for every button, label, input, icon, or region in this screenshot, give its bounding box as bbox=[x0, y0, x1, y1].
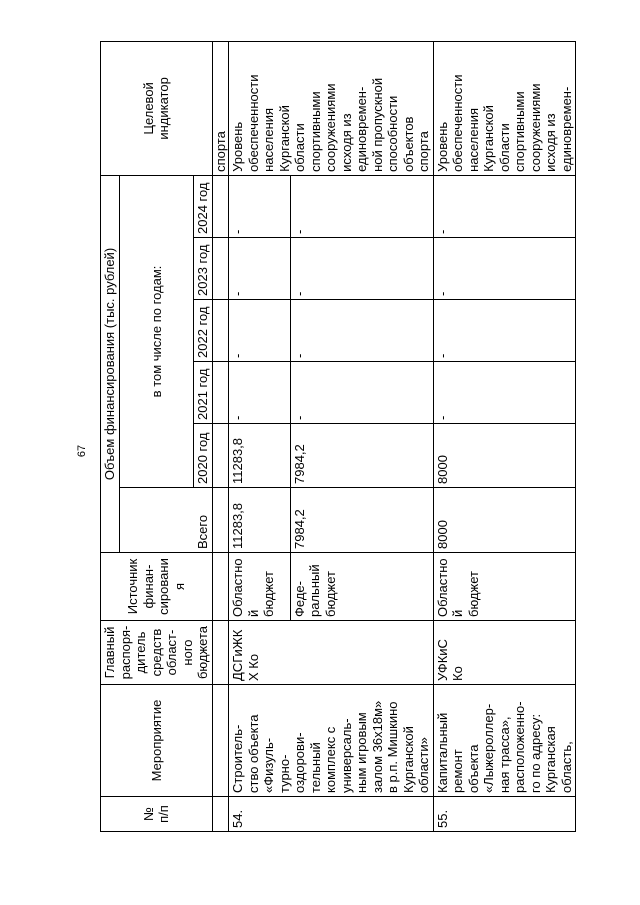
row-55-2020-1: 8000 bbox=[433, 424, 576, 488]
header-total: Всего bbox=[119, 488, 212, 553]
column-spacer-row bbox=[212, 41, 229, 831]
header-row-1 bbox=[101, 41, 120, 831]
funding-table bbox=[100, 41, 576, 832]
row-54-2022-2: - bbox=[290, 300, 433, 362]
prev-indicator-tail: спорта bbox=[212, 41, 229, 175]
row-55-2022-1: - bbox=[433, 300, 576, 362]
row-55-2024-1: - bbox=[433, 175, 576, 237]
row-54-2022-1: - bbox=[229, 300, 291, 362]
row-54-total-1: 11283,8 bbox=[229, 488, 291, 553]
row-55-2021-1: - bbox=[433, 362, 576, 424]
row-54-2023-1: - bbox=[229, 238, 291, 300]
row-54-event: Строитель- ство объекта «Физуль- турно- оздорови- тельный комплекс с универсаль- ным игровым залом 36х18м» в р.п. Мишкино Курганской области» bbox=[229, 685, 434, 797]
header-year-2021: 2021 год bbox=[194, 362, 213, 424]
header-year-2023: 2023 год bbox=[194, 238, 213, 300]
row-54-2020-2: 7984,2 bbox=[290, 424, 433, 488]
row-54-2024-1: - bbox=[229, 175, 291, 237]
row-55-manager: УФКиС Ко bbox=[433, 621, 576, 685]
row-54-num: 54. bbox=[229, 797, 434, 832]
row-55-event: Капитальный ремонт объекта «Лыжероллер- ная трасса», расположенно- го по адресу: Курганская область, bbox=[433, 685, 576, 797]
row-54-2020-1: 11283,8 bbox=[229, 424, 291, 488]
header-indicator: Целевой индикатор bbox=[101, 41, 213, 175]
row-55-source-1: Областной бюджет bbox=[433, 553, 576, 621]
row-55-indicator: Уровень обеспеченности населения Курганской области спортивными сооружениями исходя из единовремен- bbox=[433, 41, 576, 175]
header-funding: Объем финансирования (тыс. рублей) bbox=[101, 175, 120, 552]
header-year-2022: 2022 год bbox=[194, 300, 213, 362]
header-event: Мероприятие bbox=[101, 685, 213, 797]
row-54-total-2: 7984,2 bbox=[290, 488, 433, 553]
row-54-indicator: Уровень обеспеченности населения Курганской области спортивными сооружениями исходя из единовремен- ной пропускной способности объектов спорта bbox=[229, 41, 434, 175]
header-year-2024: 2024 год bbox=[194, 175, 213, 237]
row-54-source-2: Феде- ральный бюджет bbox=[290, 553, 433, 621]
page-number: 67 bbox=[76, 444, 88, 458]
funding-table-rotated bbox=[100, 42, 620, 832]
row-54-2023-2: - bbox=[290, 238, 433, 300]
row-55-total-1: 8000 bbox=[433, 488, 576, 553]
table-row-54 bbox=[229, 41, 291, 831]
row-54-2021-2: - bbox=[290, 362, 433, 424]
header-by-years: в том числе по годам: bbox=[119, 175, 194, 487]
row-55-num: 55. bbox=[433, 797, 576, 832]
row-55-2023-1: - bbox=[433, 238, 576, 300]
header-source: Источник финан- сирования bbox=[101, 553, 213, 621]
table-row-55 bbox=[433, 41, 576, 831]
row-54-source-1: Областной бюджет bbox=[229, 553, 291, 621]
row-54-2021-1: - bbox=[229, 362, 291, 424]
header-num: № п/п bbox=[101, 797, 213, 832]
row-54-manager: ДСГиЖК Х Ко bbox=[229, 621, 434, 685]
header-year-2020: 2020 год bbox=[194, 424, 213, 488]
row-54-2024-2: - bbox=[290, 175, 433, 237]
header-manager: Главный распоря- дитель средств област- ного бюджета bbox=[101, 621, 213, 685]
